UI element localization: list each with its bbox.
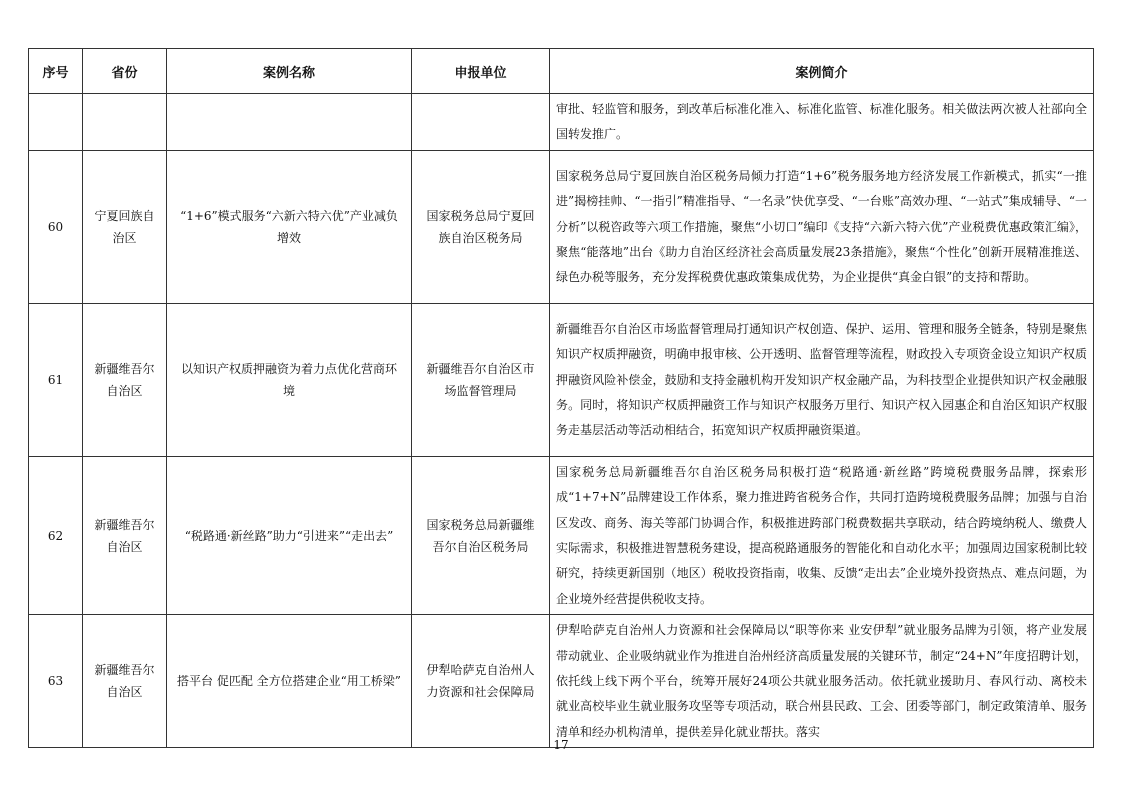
cell-case-name: 搭平台 促匹配 全方位搭建企业“用工桥梁”	[167, 615, 412, 748]
cell-index: 63	[29, 615, 83, 748]
cell-index: 60	[29, 150, 83, 303]
table-row	[29, 456, 1094, 614]
cell-unit	[412, 94, 550, 151]
cell-case-name	[167, 94, 412, 151]
cell-case-name: “税路通·新丝路”助力“引进来”“走出去”	[167, 456, 412, 614]
cell-index: 61	[29, 303, 83, 456]
cell-unit: 国家税务总局宁夏回族自治区税务局	[412, 150, 550, 303]
cell-province: 新疆维吾尔自治区	[83, 303, 167, 456]
table-row	[29, 150, 1094, 303]
page-number: 17	[553, 738, 569, 752]
cell-case-name: “1+6”模式服务“六新六特六优”产业减负增效	[167, 150, 412, 303]
header-index: 序号	[29, 49, 83, 94]
cell-summary: 国家税务总局宁夏回族自治区税务局倾力打造“1+6”税务服务地方经济发展工作新模式，抓实“一推进”揭榜挂帅、“一指引”精准指导、“一名录”快优享受、“一台账”高效办理、“一站式”集成辅导、“一分析”以税咨政等六项工作措施，聚焦“小切口”编印《支持“六新六特六优”产业税费优惠政策汇编》，聚焦“能落地”出台《助力自治区经济社会高质量发展23条措施》，聚焦“个性化”创新开展精准推送、绿色办税等服务，充分发挥税费优惠政策集成优势，为企业提供“真金白银”的支持和帮助。	[550, 150, 1094, 303]
table-row	[29, 615, 1094, 748]
table-header-row	[29, 49, 1094, 94]
cell-index	[29, 94, 83, 151]
cell-province	[83, 94, 167, 151]
header-province: 省份	[83, 49, 167, 94]
cell-unit: 国家税务总局新疆维吾尔自治区税务局	[412, 456, 550, 614]
cell-summary: 审批、轻监管和服务，到改革后标准化准入、标准化监管、标准化服务。相关做法两次被人社部向全国转发推广。	[550, 94, 1094, 151]
header-unit: 申报单位	[412, 49, 550, 94]
cell-index: 62	[29, 456, 83, 614]
case-table	[28, 48, 1094, 748]
cell-case-name: 以知识产权质押融资为着力点优化营商环境	[167, 303, 412, 456]
cell-unit: 新疆维吾尔自治区市场监督管理局	[412, 303, 550, 456]
cell-summary: 国家税务总局新疆维吾尔自治区税务局积极打造“税路通·新丝路”跨境税费服务品牌，探索形成“1+7+N”品牌建设工作体系，聚力推进跨省税务合作，共同打造跨境税费服务品牌；加强与自治区发改、商务、海关等部门协调合作，积极推进跨部门税费数据共享联动，结合跨境纳税人、缴费人实际需求，积极推进智慧税务建设，提高税路通服务的智能化和自动化水平；加强周边国家税制比较研究，持续更新国别（地区）税收投资指南，收集、反馈“走出去”企业境外投资热点、难点问题，为企业境外经营提供税收支持。	[550, 456, 1094, 614]
cell-province: 新疆维吾尔自治区	[83, 456, 167, 614]
cell-summary: 伊犁哈萨克自治州人力资源和社会保障局以“职等你来 业安伊犁”就业服务品牌为引领，将产业发展带动就业、企业吸纳就业作为推进自治州经济高质量发展的关键环节，制定“24+N”年度招聘计划，依托线上线下两个平台，统筹开展好24项公共就业服务活动。依托就业援助月、春风行动、离校未就业高校毕业生就业服务攻坚等专项活动，联合州县民政、工会、团委等部门，制定政策清单、服务清单和经办机构清单，提供差异化就业帮扶。落实	[550, 615, 1094, 748]
cell-unit: 伊犁哈萨克自治州人力资源和社会保障局	[412, 615, 550, 748]
header-case-name: 案例名称	[167, 49, 412, 94]
table-row	[29, 94, 1094, 151]
header-summary: 案例简介	[550, 49, 1094, 94]
cell-province: 宁夏回族自治区	[83, 150, 167, 303]
cell-province: 新疆维吾尔自治区	[83, 615, 167, 748]
table-row	[29, 303, 1094, 456]
cell-summary: 新疆维吾尔自治区市场监督管理局打通知识产权创造、保护、运用、管理和服务全链条，特别是聚焦知识产权质押融资，明确申报审核、公开透明、监督管理等流程，财政投入专项资金设立知识产权质押融资风险补偿金，鼓励和支持金融机构开发知识产权金融产品，为科技型企业提供知识产权金融服务。同时，将知识产权质押融资工作与知识产权服务万里行、知识产权入园惠企和自治区知识产权服务走基层活动等活动相结合，拓宽知识产权质押融资渠道。	[550, 303, 1094, 456]
